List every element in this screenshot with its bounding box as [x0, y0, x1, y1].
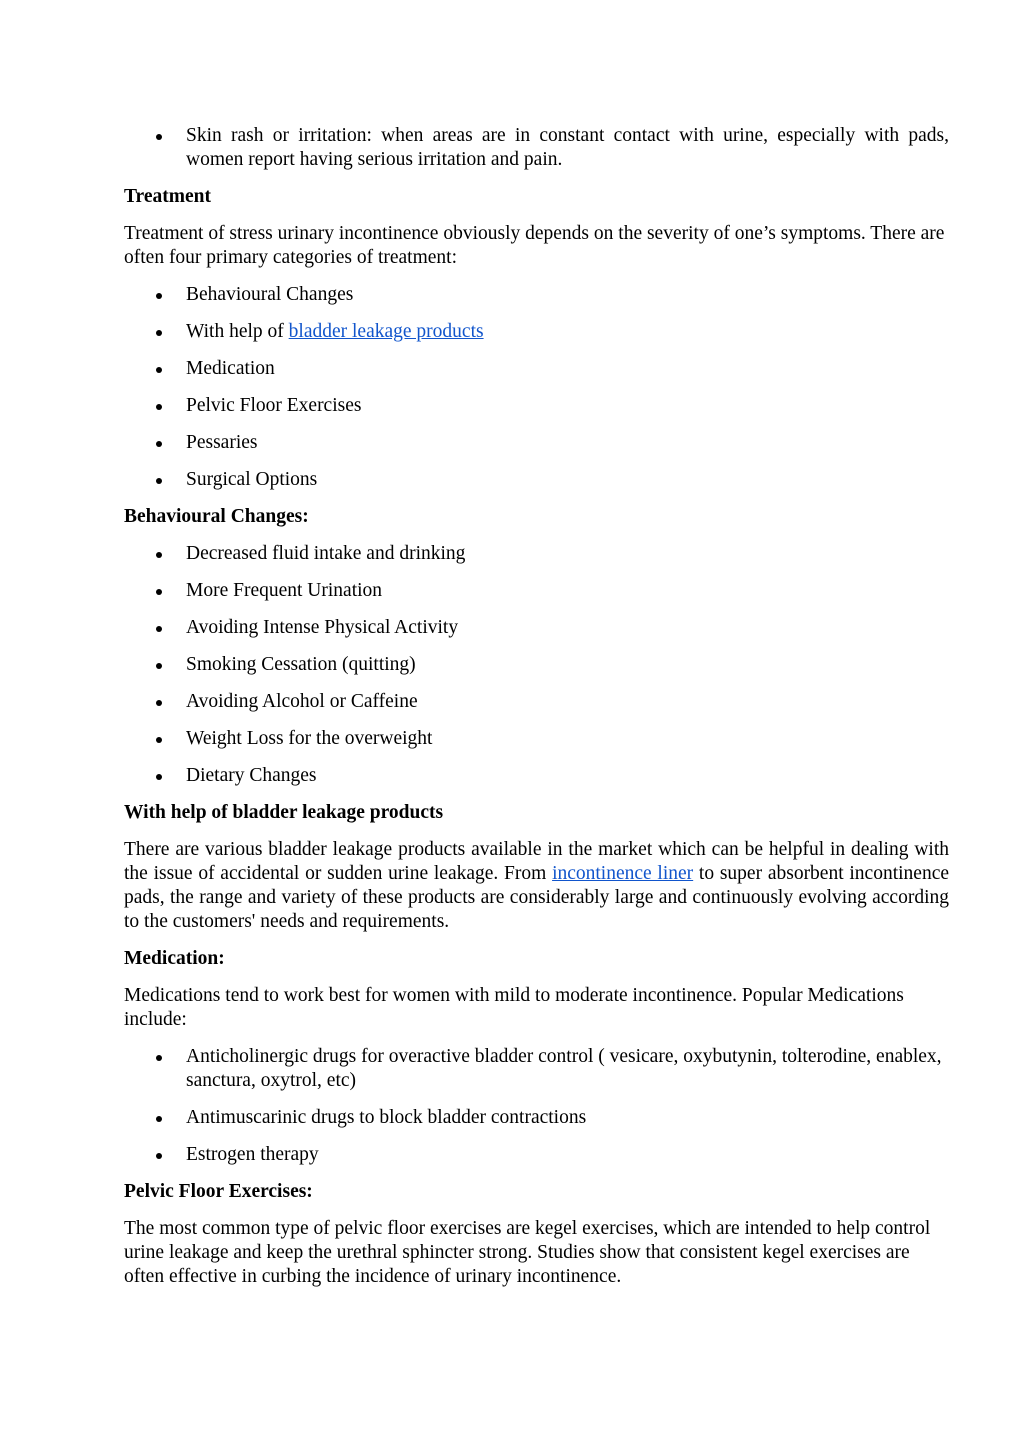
bullet-icon [156, 737, 162, 743]
medication-paragraph: Medications tend to work best for women with mild to moderate incontinence. Popular Medications include: [124, 985, 904, 1030]
bullet-icon [156, 293, 162, 299]
list-item [124, 1045, 949, 1093]
list-item [124, 394, 949, 418]
bullet-icon [156, 1055, 162, 1061]
treatment-paragraph: Treatment of stress urinary incontinence obviously depends on the severity of one’s symptoms. There are often four primary categories of treatment: [124, 223, 945, 268]
list-item [124, 320, 949, 344]
treatment-list [124, 283, 949, 492]
list-item-text: Decreased fluid intake and drinking [186, 543, 466, 564]
list-item [124, 357, 949, 381]
list-item-text: Skin rash or irritation: when areas are in constant contact with urine, especially with pads, women report having serious irritation and pain. [186, 125, 949, 170]
list-item [124, 283, 949, 307]
list-item [124, 431, 949, 455]
list-item-text: Pessaries [186, 432, 258, 453]
bullet-icon [156, 663, 162, 669]
bullet-icon [156, 774, 162, 780]
bullet-icon [156, 589, 162, 595]
section-heading-treatment: Treatment [124, 186, 211, 207]
list-item-text: Dietary Changes [186, 765, 317, 786]
list-item-text: Surgical Options [186, 469, 318, 490]
bullet-icon [156, 700, 162, 706]
products-paragraph [124, 838, 949, 934]
list-item-text: Smoking Cessation (quitting) [186, 654, 416, 675]
list-item [124, 124, 949, 172]
list-item [124, 468, 949, 492]
list-item-text: Estrogen therapy [186, 1144, 319, 1165]
products-paragraph-start: There are various bladder leakage products available in the market which can be helpful in dealing with the issue of accidental or sudden urine leakage. From [124, 839, 949, 884]
list-item-text: Weight Loss for the overweight [186, 728, 433, 749]
section-heading-behavioural: Behavioural Changes: [124, 506, 309, 527]
list-item [124, 579, 949, 603]
bullet-icon [156, 1153, 162, 1159]
pelvic-paragraph: The most common type of pelvic floor exercises are kegel exercises, which are intended to help control urine leakage and keep the urethral sphincter strong. Studies show that consistent kegel exercises are often effective in curbing the incidence of urinary incontinence. [124, 1218, 931, 1287]
list-item-text: With help of [186, 321, 289, 342]
list-item-text: More Frequent Urination [186, 580, 383, 601]
bullet-icon [156, 626, 162, 632]
bullet-icon [156, 441, 162, 447]
section-heading-medication: Medication: [124, 948, 225, 969]
list-item-text: Antimuscarinic drugs to block bladder contractions [186, 1107, 587, 1128]
incontinence-liner-link[interactable]: incontinence liner [552, 863, 694, 884]
list-item-text: Anticholinergic drugs for overactive bladder control ( vesicare, oxybutynin, tolterodine, enablex, sanctura, oxytrol, etc) [186, 1046, 942, 1091]
list-item-text: Avoiding Alcohol or Caffeine [186, 691, 418, 712]
medication-list [124, 1045, 949, 1167]
list-item [124, 1106, 949, 1130]
list-item-text: Pelvic Floor Exercises [186, 395, 362, 416]
bullet-icon [156, 552, 162, 558]
list-item-text: Behavioural Changes [186, 284, 354, 305]
behavioural-list [124, 542, 949, 788]
bullet-icon [156, 404, 162, 410]
list-item-text: Medication [186, 358, 275, 379]
list-item [124, 653, 949, 677]
list-item [124, 542, 949, 566]
document-page [124, 124, 949, 1289]
bullet-icon [156, 330, 162, 336]
bullet-icon [156, 1116, 162, 1122]
list-item [124, 1143, 949, 1167]
section-heading-products: With help of bladder leakage products [124, 802, 444, 823]
list-item [124, 764, 949, 788]
bladder-leakage-products-link[interactable]: bladder leakage products [288, 321, 484, 342]
products-paragraph-end: to super absorbent incontinence pads, the range and variety of these products are considerably large and continuously evolving according to the customers' needs and requirements. [124, 863, 950, 932]
list-item [124, 727, 949, 751]
bullet-icon [156, 478, 162, 484]
section-heading-pelvic: Pelvic Floor Exercises: [124, 1181, 313, 1202]
list-item-text: Avoiding Intense Physical Activity [186, 617, 459, 638]
bullet-icon [156, 134, 162, 140]
bullet-icon [156, 367, 162, 373]
list-item [124, 690, 949, 714]
list-item [124, 616, 949, 640]
intro-bullet-list [124, 124, 949, 172]
